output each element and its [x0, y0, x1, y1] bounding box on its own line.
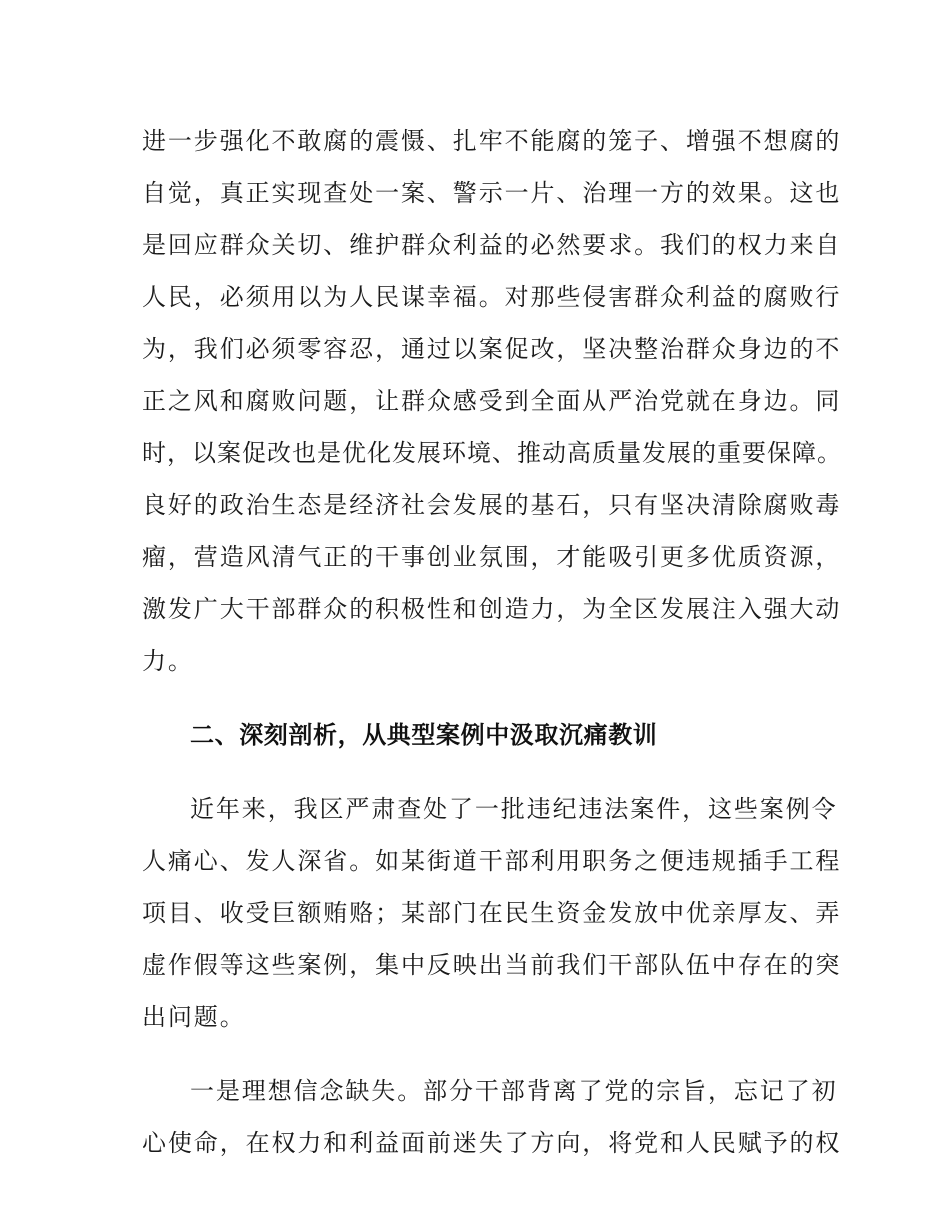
text-line: 进一步强化不敢腐的震慑、扎牢不能腐的笼子、增强不想腐的: [142, 127, 842, 155]
text-line: 力。: [142, 647, 194, 675]
text-line: 激发广大干部群众的积极性和创造力，为全区发展注入强大动: [142, 595, 842, 623]
text-line: 一是理想信念缺失。部分干部背离了党的宗旨，忘记了初: [190, 1077, 838, 1105]
text-line: 是回应群众关切、维护群众利益的必然要求。我们的权力来自: [142, 231, 842, 259]
text-line: 近年来，我区严肃查处了一批违纪违法案件，这些案例令: [190, 795, 838, 823]
text-line: 瘤，营造风清气正的干事创业氛围，才能吸引更多优质资源，: [142, 543, 842, 571]
text-line: 出问题。: [142, 1003, 246, 1031]
text-line: 虚作假等这些案例，集中反映出当前我们干部队伍中存在的突: [142, 951, 842, 979]
text-line: 为，我们必须零容忍，通过以案促改，坚决整治群众身边的不: [142, 335, 842, 363]
text-line: 自觉，真正实现查处一案、警示一片、治理一方的效果。这也: [142, 179, 842, 207]
text-line: 心使命，在权力和利益面前迷失了方向，将党和人民赋予的权: [142, 1129, 842, 1157]
text-line: 良好的政治生态是经济社会发展的基石，只有坚决清除腐败毒: [142, 491, 842, 519]
text-line: 人痛心、发人深省。如某街道干部利用职务之便违规插手工程: [142, 847, 842, 875]
section-heading: 二、深刻剖析，从典型案例中汲取沉痛教训: [190, 721, 658, 749]
text-line: 项目、收受巨额贿赂；某部门在民生资金发放中优亲厚友、弄: [142, 899, 842, 927]
text-line: 正之风和腐败问题，让群众感受到全面从严治党就在身边。同: [142, 387, 842, 415]
text-line: 时，以案促改也是优化发展环境、推动高质量发展的重要保障。: [142, 439, 842, 467]
text-line: 人民，必须用以为人民谋幸福。对那些侵害群众利益的腐败行: [142, 283, 842, 311]
